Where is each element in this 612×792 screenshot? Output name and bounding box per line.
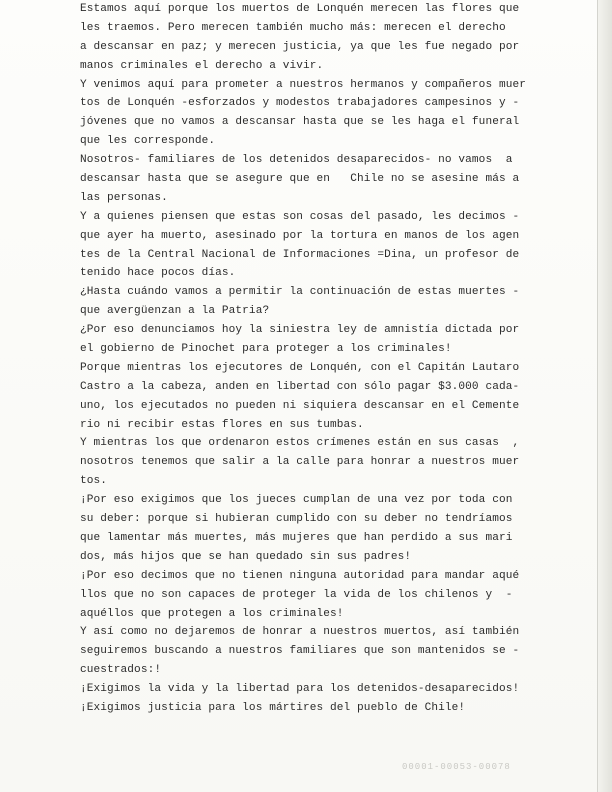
- text-line: que lamentar más muertes, más mujeres que han perdido a sus mari: [80, 531, 513, 544]
- page-edge: [597, 0, 612, 792]
- text-line: Nosotros- familiares de los detenidos desaparecidos- no vamos a: [80, 154, 513, 167]
- text-line: manos criminales el derecho a vivir.: [80, 59, 324, 72]
- text-line: nosotros tenemos que salir a la calle para honrar a nuestros muer: [80, 456, 520, 469]
- text-line: que ayer ha muerto, asesinado por la tortura en manos de los agen: [80, 229, 520, 242]
- text-line: ¡Exigimos justicia para los mártires del pueblo de Chile!: [80, 701, 466, 714]
- text-line: Porque mientras los ejecutores de Lonquén, con el Capitán Lautaro: [80, 361, 520, 374]
- text-line: tenido hace pocos días.: [80, 267, 236, 280]
- text-line: Estamos aquí porque los muertos de Lonquén merecen las flores que: [80, 3, 520, 15]
- text-line: tos.: [80, 475, 108, 488]
- text-line: su deber: porque si hubieran cumplido con su deber no tendríamos: [80, 513, 513, 526]
- text-line: cuestrados:!: [80, 664, 162, 677]
- text-line: les traemos. Pero merecen también mucho más: merecen el derecho: [80, 21, 506, 34]
- document-body: [80, 0, 565, 718]
- text-line: Castro a la cabeza, anden en libertad con sólo pagar $3.000 cada-: [80, 380, 520, 393]
- text-line: ¡Por eso decimos que no tienen ninguna autoridad para mandar aqué: [80, 569, 520, 582]
- text-line: las personas.: [80, 191, 168, 204]
- text-line: Y así como no dejaremos de honrar a nuestros muertos, así también: [80, 626, 520, 639]
- text-line: jóvenes que no vamos a descansar hasta que se les haga el funeral: [80, 116, 520, 129]
- text-line: ¡Exigimos la vida y la libertad para los detenidos-desaparecidos!: [80, 683, 520, 696]
- text-line: Y venimos aquí para prometer a nuestros hermanos y compañeros muer: [80, 78, 526, 91]
- text-line: tos de Lonquén -esforzados y modestos trabajadores campesinos y -: [80, 97, 520, 110]
- text-line: que les corresponde.: [80, 135, 216, 148]
- text-line: ¿Por eso denunciamos hoy la siniestra ley de amnistía dictada por: [80, 324, 520, 337]
- text-line: que avergüenzan a la Patria?: [80, 305, 270, 318]
- text-line: el gobierno de Pinochet para proteger a los criminales!: [80, 343, 452, 356]
- archive-stamp: 00001-00053-00078: [402, 762, 511, 772]
- text-line: ¡Por eso exigimos que los jueces cumplan de una vez por toda con: [80, 494, 513, 507]
- text-line: descansar hasta que se asegure que en Chile no se asesine más a: [80, 173, 520, 186]
- text-line: rio ni recibir estas flores en sus tumbas.: [80, 418, 364, 431]
- text-line: dos, más hijos que se han quedado sin sus padres!: [80, 550, 412, 563]
- text-line: uno, los ejecutados no pueden ni siquiera descansar en el Cemente: [80, 399, 520, 412]
- text-line: seguiremos buscando a nuestros familiares que son mantenidos se -: [80, 645, 520, 658]
- text-line: aquéllos que protegen a los criminales!: [80, 607, 344, 620]
- text-line: llos que no son capaces de proteger la vida de los chilenos y -: [80, 588, 513, 601]
- text-line: Y a quienes piensen que estas son cosas del pasado, les decimos -: [80, 210, 520, 223]
- text-line: a descansar en paz; y merecen justicia, ya que les fue negado por: [80, 40, 520, 53]
- text-line: Y mientras los que ordenaron estos crímenes están en sus casas ,: [80, 437, 520, 450]
- text-line: ¿Hasta cuándo vamos a permitir la continuación de estas muertes -: [80, 286, 520, 299]
- text-line: tes de la Central Nacional de Informaciones =Dina, un profesor de: [80, 248, 520, 261]
